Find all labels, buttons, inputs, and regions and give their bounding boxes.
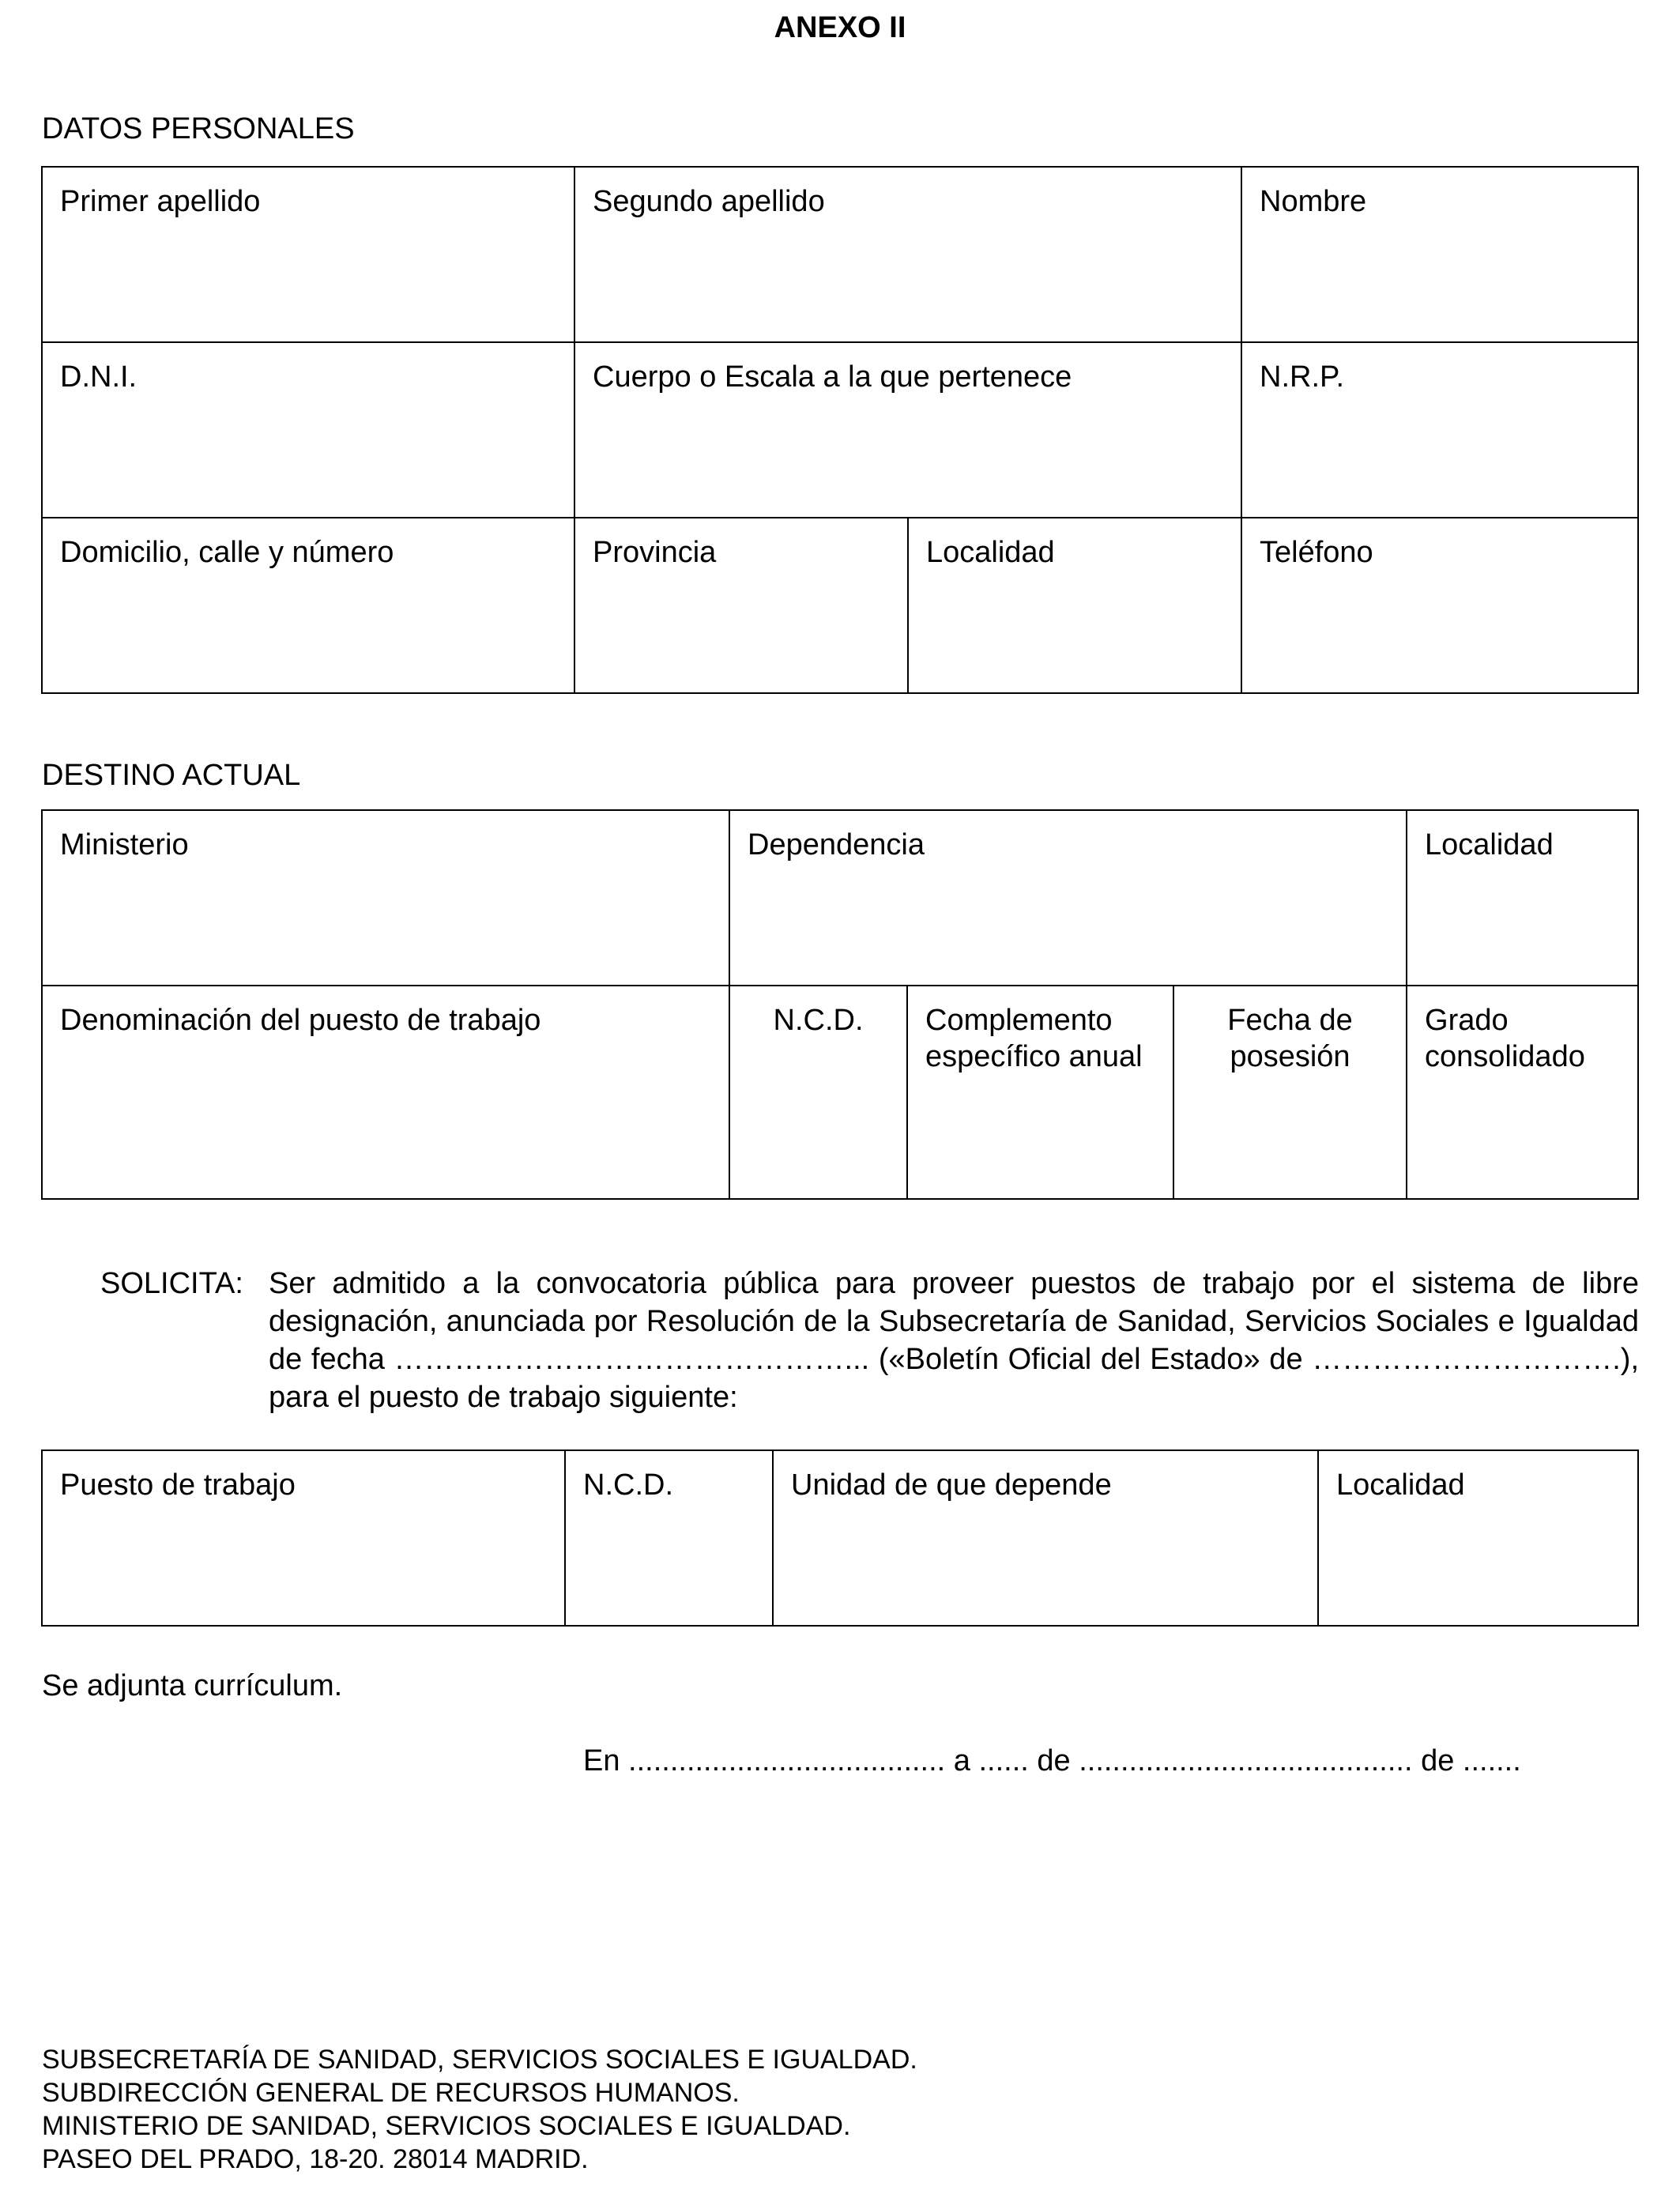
field-label: Grado consolidado: [1425, 1004, 1585, 1073]
field-localidad-solicitado[interactable]: [1318, 1450, 1638, 1626]
field-localidad-destino[interactable]: [1407, 810, 1638, 986]
field-fecha-posesion[interactable]: [1173, 986, 1407, 1199]
footer-line: MINISTERIO DE SANIDAD, SERVICIOS SOCIALES E IGUALDAD.: [42, 2111, 851, 2141]
field-label: Unidad de que depende: [791, 1468, 1112, 1502]
destino-actual-table: [41, 809, 1639, 1200]
field-segundo-apellido[interactable]: [574, 167, 1241, 342]
datos-personales-heading: DATOS PERSONALES: [42, 112, 355, 145]
footer-line: SUBSECRETARÍA DE SANIDAD, SERVICIOS SOCIALES E IGUALDAD.: [42, 2045, 917, 2075]
field-label: Dependencia: [748, 828, 925, 861]
field-label: N.R.P.: [1260, 360, 1345, 394]
field-puesto-trabajo[interactable]: [42, 1450, 565, 1626]
field-label: N.C.D.: [583, 1468, 673, 1502]
field-primer-apellido[interactable]: [42, 167, 574, 342]
datos-personales-table: [41, 166, 1639, 694]
field-label: Primer apellido: [60, 185, 261, 218]
field-label: N.C.D.: [773, 1004, 864, 1037]
field-telefono[interactable]: [1241, 518, 1638, 693]
field-dni[interactable]: [42, 342, 574, 518]
field-label: Segundo apellido: [593, 185, 825, 218]
field-label: Localidad: [1425, 828, 1554, 861]
field-cuerpo-escala[interactable]: [574, 342, 1241, 518]
footer-address: [42, 2043, 917, 2176]
field-label: Complemento específico anual: [925, 1004, 1143, 1073]
field-label: Fecha de posesión: [1227, 1004, 1353, 1073]
field-label: Denominación del puesto de trabajo: [60, 1004, 541, 1037]
field-domicilio[interactable]: [42, 518, 574, 693]
field-dependencia[interactable]: [729, 810, 1407, 986]
field-label: Puesto de trabajo: [60, 1468, 296, 1502]
solicita-label: SOLICITA:: [100, 1267, 243, 1300]
puesto-solicitado-table: [41, 1449, 1639, 1627]
field-complemento-especifico[interactable]: [907, 986, 1173, 1199]
field-nombre[interactable]: [1241, 167, 1638, 342]
destino-actual-heading: DESTINO ACTUAL: [42, 759, 301, 792]
field-label: Teléfono: [1260, 536, 1373, 569]
field-unidad-depende[interactable]: [773, 1450, 1318, 1626]
field-label: Nombre: [1260, 185, 1367, 218]
field-denominacion-puesto[interactable]: [42, 986, 729, 1199]
footer-line: SUBDIRECCIÓN GENERAL DE RECURSOS HUMANOS.: [42, 2078, 740, 2108]
solicita-text: Ser admitido a la convocatoria pública para proveer puestos de trabajo por el sistema de libre designación, anunciada por Resolución de la Subsecretaría de Sanidad, Servicios Sociales e Igualdad de fecha ………………………………………... («Boletín Oficial del Estado» de ………………………….), para el puesto de trabajo siguiente:: [269, 1267, 1639, 1414]
field-label: Localidad: [926, 536, 1055, 569]
field-label: D.N.I.: [60, 360, 137, 394]
footer-line: PASEO DEL PRADO, 18-20. 28014 MADRID.: [42, 2144, 589, 2174]
field-ncd-destino[interactable]: [729, 986, 907, 1199]
field-ncd-solicitado[interactable]: [565, 1450, 773, 1626]
fecha-lugar-line: En ...................................... a ...... de ........................................ de .......: [583, 1744, 1521, 1777]
field-localidad[interactable]: [908, 518, 1241, 693]
adjunta-curriculum: Se adjunta currículum.: [42, 1669, 343, 1702]
field-ministerio[interactable]: [42, 810, 729, 986]
field-provincia[interactable]: [574, 518, 908, 693]
field-label: Provincia: [593, 536, 717, 569]
field-grado-consolidado[interactable]: [1407, 986, 1638, 1199]
page-title: ANEXO II: [774, 11, 906, 44]
field-label: Ministerio: [60, 828, 189, 861]
field-label: Domicilio, calle y número: [60, 536, 394, 569]
field-label: Cuerpo o Escala a la que pertenece: [593, 360, 1072, 394]
field-label: Localidad: [1336, 1468, 1465, 1502]
field-nrp[interactable]: [1241, 342, 1638, 518]
